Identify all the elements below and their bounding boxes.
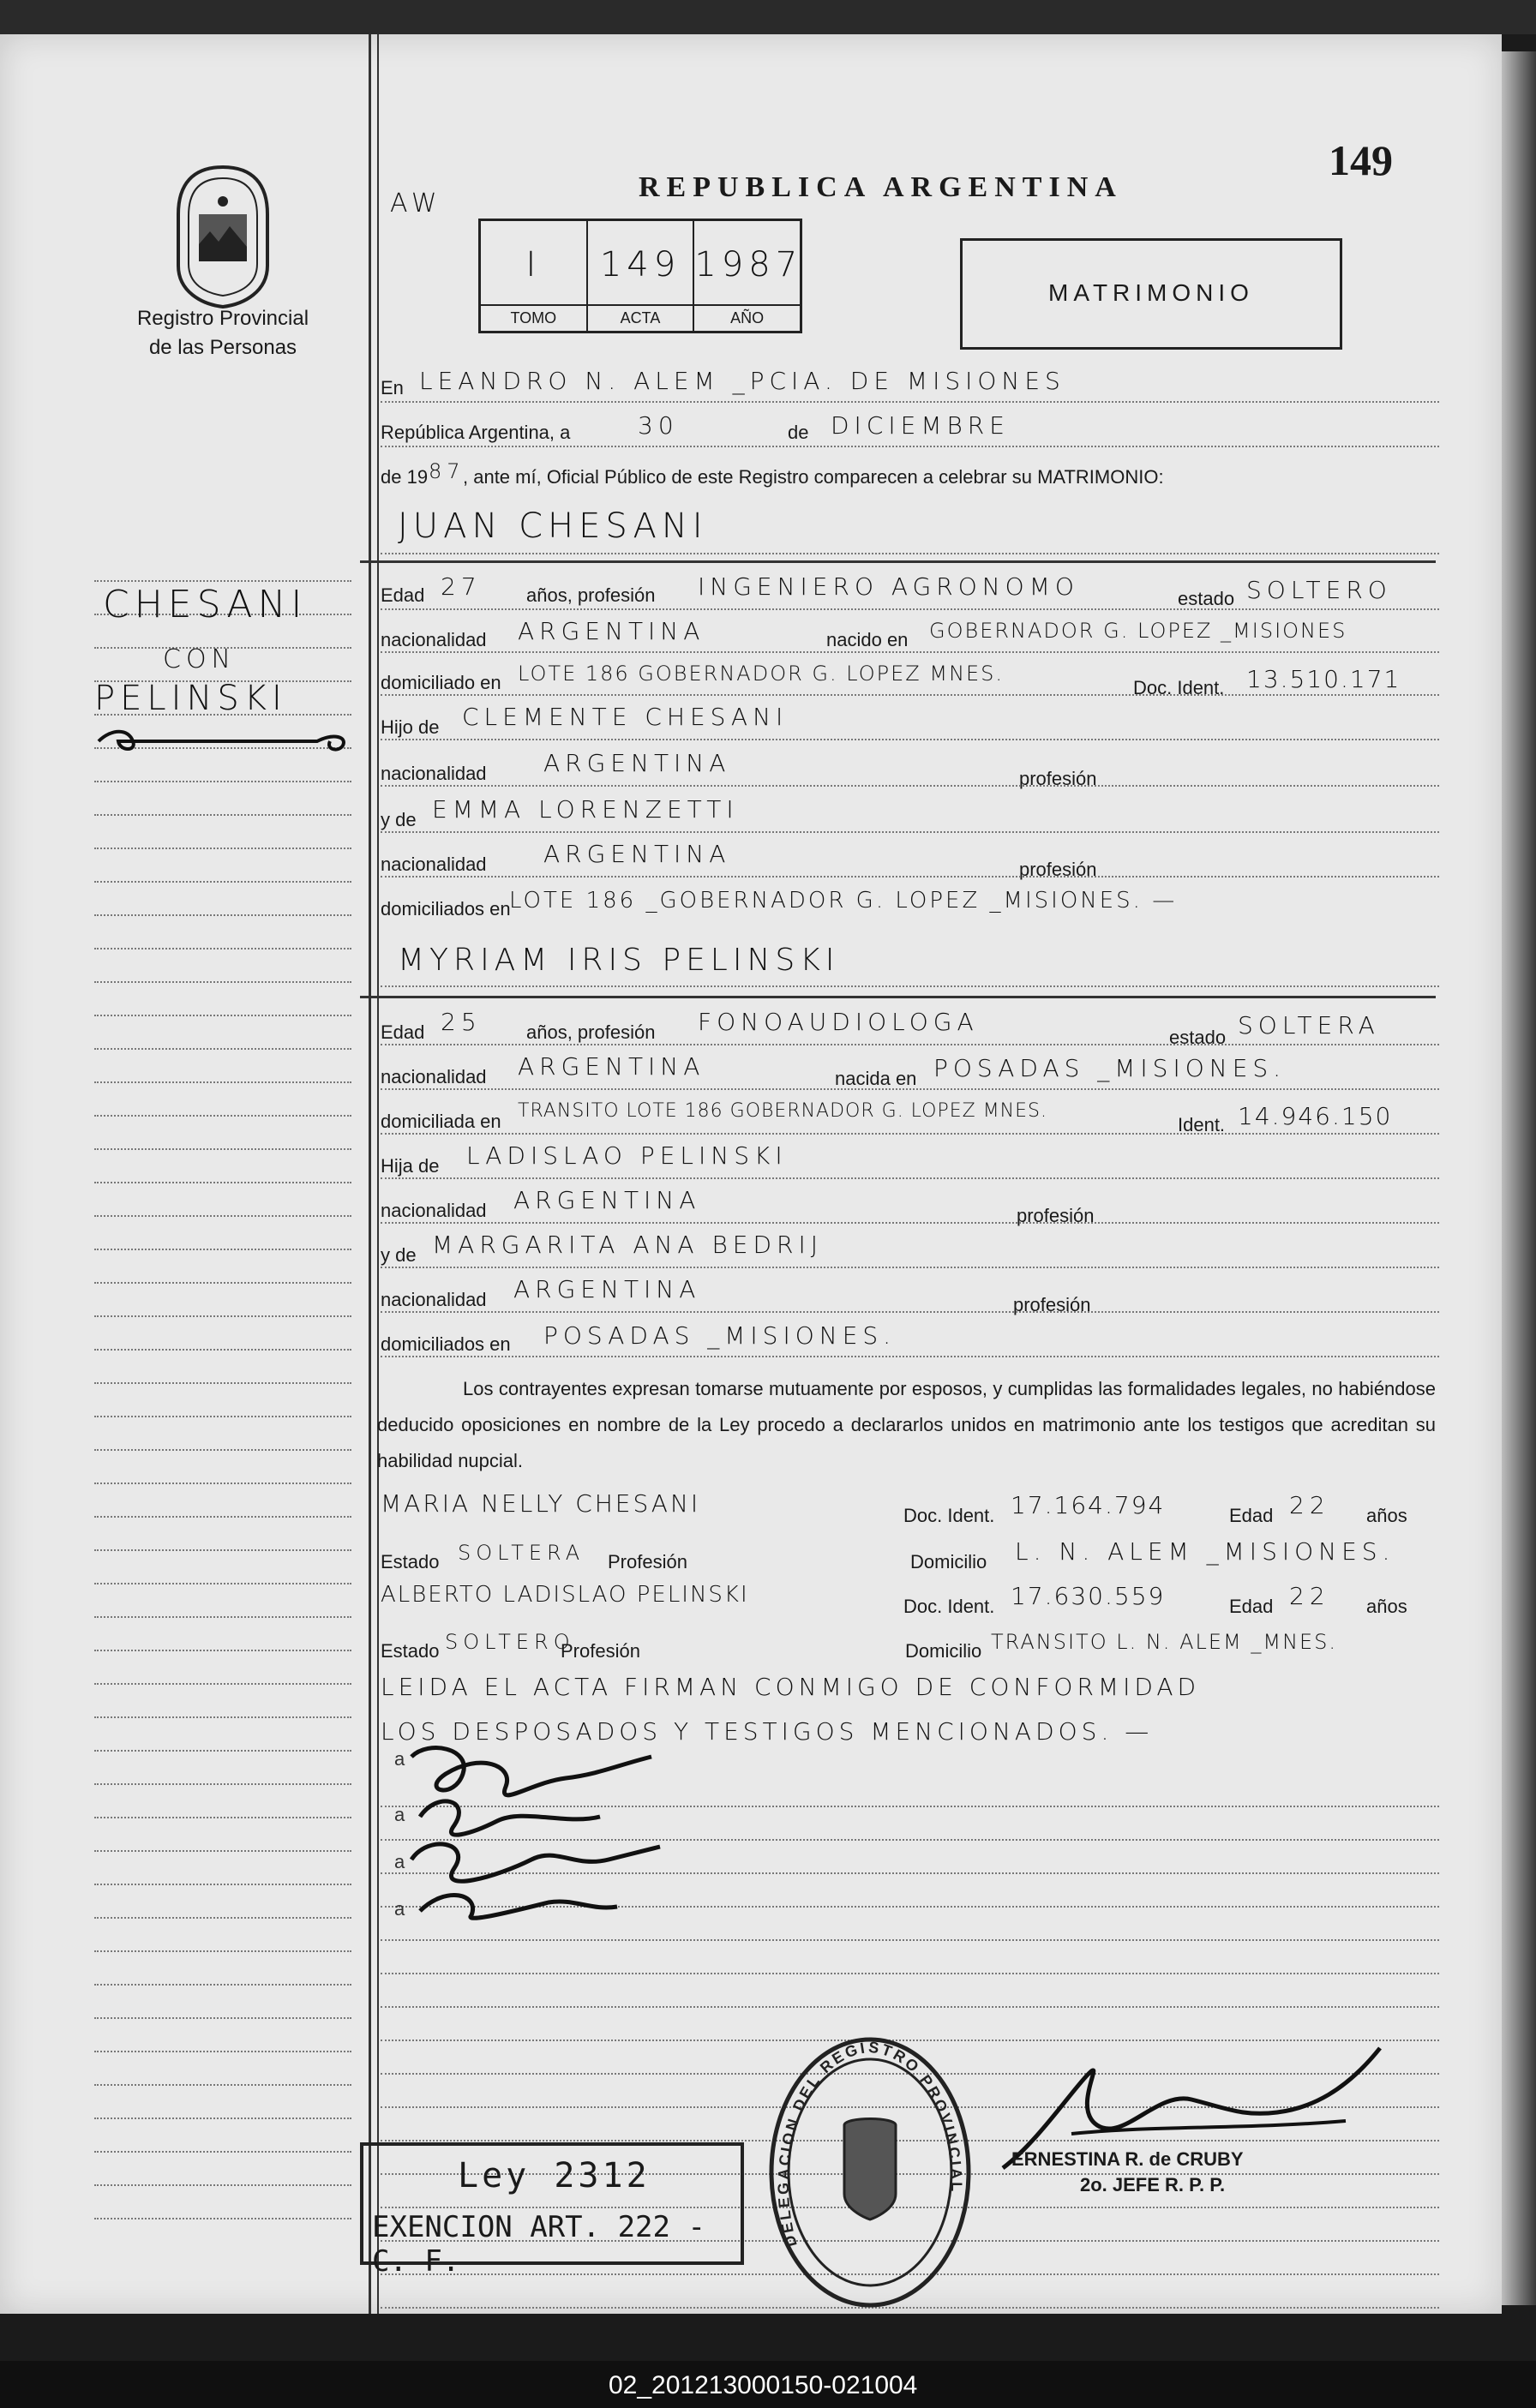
- nacionalidad-label: nacionalidad: [381, 1289, 487, 1310]
- svg-text:a: a: [394, 1898, 405, 1920]
- anos-label: años: [1366, 1596, 1407, 1617]
- domiciliado-label: domiciliado en: [381, 672, 501, 693]
- domicilio-label: Domicilio: [910, 1551, 987, 1572]
- comparecen-text: , ante mí, Oficial Público de este Registro comparecen a celebrar su MATRIMONIO:: [463, 466, 1164, 488]
- estado-label: Estado: [381, 1551, 440, 1572]
- bride-parents-dom-row: [381, 1313, 1439, 1357]
- doc-label: Doc. Ident.: [1133, 677, 1225, 698]
- signatures-image: [394, 1740, 686, 1928]
- svg-text:a: a: [394, 1851, 405, 1872]
- oval-seal-text: DELEGACION DEL REGISTRO PROVINCIAL: [774, 2038, 966, 2249]
- registry-label-line2: de las Personas: [148, 336, 297, 359]
- hija-label: Hija de: [381, 1155, 440, 1177]
- edad-label: Edad: [381, 1021, 425, 1043]
- groom-estado: SOLTERO: [1246, 576, 1392, 604]
- ano-cell: [694, 221, 803, 331]
- svg-text:a: a: [394, 1804, 405, 1825]
- groom-parents-dom: LOTE 186 _GOBERNADOR G. LOPEZ _MISIONES. —: [509, 888, 1178, 913]
- register-page: [0, 34, 1502, 2314]
- estado-label: Estado: [381, 1640, 440, 1662]
- provincial-seal-icon: [171, 163, 274, 308]
- day-value: 30: [638, 411, 679, 440]
- bride-father-row: [381, 1135, 1439, 1179]
- edad-label: Edad: [381, 584, 425, 606]
- domicilio-label: Domicilio: [905, 1640, 982, 1662]
- record-type-box: [960, 238, 1342, 350]
- closing-row-1: [381, 1664, 1439, 1709]
- de-label: de: [788, 422, 809, 443]
- witness1-estado-row: [381, 1529, 1439, 1573]
- bride-mother: MARGARITA ANA BEDRIJ: [432, 1231, 824, 1259]
- witness2-edad: 22: [1289, 1582, 1330, 1610]
- groom-father-nac-row: [381, 742, 1439, 787]
- tomo-value: I: [525, 245, 542, 285]
- groom-edad: 27: [441, 572, 482, 601]
- tomo-acta-ano-box: [478, 219, 802, 333]
- profesion-label: profesión: [1013, 1294, 1091, 1315]
- bride-parents-dom: POSADAS _MISIONES.: [543, 1321, 897, 1350]
- witness1-domicilio: L. N. ALEM _MISIONES.: [1015, 1537, 1395, 1566]
- registry-label: [103, 304, 343, 362]
- ano-value: 1987: [694, 245, 803, 285]
- scan-top-edge: [0, 0, 1536, 34]
- margin-surname-bride: PELINSKI: [94, 679, 287, 718]
- official-name-block: [1011, 2147, 1244, 2198]
- witness2-domicilio: TRANSITO L. N. ALEM _MNES.: [991, 1630, 1338, 1654]
- bride-mother-nac: ARGENTINA: [513, 1275, 701, 1303]
- date-row: [381, 404, 1439, 447]
- aw-note: AW: [390, 189, 442, 219]
- estado-label: estado: [1178, 588, 1235, 609]
- groom-mother: EMMA LORENZETTI: [432, 795, 739, 824]
- domiciliados-label: domiciliados en: [381, 898, 511, 919]
- profesion-label: profesión: [1019, 768, 1097, 789]
- nacida-label: nacida en: [835, 1068, 917, 1089]
- bride-father-nac-row: [381, 1179, 1439, 1224]
- page-number: 149: [1329, 136, 1393, 184]
- witness2-doc: 17.630.559: [1011, 1582, 1166, 1610]
- groom-nacionalidad: ARGENTINA: [518, 617, 705, 645]
- bride-dom-row: [381, 1090, 1439, 1135]
- groom-name-row: [381, 501, 1439, 554]
- witness2-estado: SOLTERO: [445, 1630, 575, 1654]
- ano-label: AÑO: [694, 304, 800, 331]
- witness1-row: [381, 1483, 1439, 1527]
- domiciliada-label: domiciliada en: [381, 1111, 501, 1132]
- record-type-label: MATRIMONIO: [1048, 279, 1254, 306]
- declaration-paragraph: Los contrayentes expresan tomarse mutuamente por esposos, y cumplidas las formalidades legales, no habiéndose deducido oposiciones en nombre de la Ley procedo a declararlos unidos en matrimonio ante los testigos que acreditan su habilidad nupcial.: [377, 1378, 1436, 1471]
- official-name: ERNESTINA R. de CRUBY: [1011, 2148, 1244, 2170]
- groom-father: CLEMENTE CHESANI: [462, 703, 789, 731]
- anos-label: años: [1366, 1505, 1407, 1526]
- witness2-row: [381, 1573, 1439, 1618]
- yde-label: y de: [381, 1244, 417, 1266]
- groom-father-row: [381, 696, 1439, 740]
- anos-profesion-label: años, profesión: [526, 1021, 656, 1043]
- tomo-label: TOMO: [481, 304, 586, 331]
- nacionalidad-label: nacionalidad: [381, 1066, 487, 1087]
- groom-mother-row: [381, 788, 1439, 833]
- bride-father: LADISLAO PELINSKI: [466, 1141, 788, 1170]
- ley-stamp-line1: Ley 2312: [458, 2156, 651, 2195]
- margin-con: CON: [163, 644, 237, 674]
- bride-nac-row: [381, 1045, 1439, 1090]
- margin-ruled-lines: [94, 548, 351, 2219]
- nacionalidad-label: nacionalidad: [381, 854, 487, 875]
- groom-mother-nac-row: [381, 833, 1439, 878]
- registry-label-line1: Registro Provincial: [136, 307, 309, 330]
- main-column-rule: [377, 34, 379, 2314]
- place-row: [381, 360, 1439, 403]
- de19-label: de 19: [381, 466, 429, 488]
- bride-profesion: FONOAUDIOLOGA: [698, 1008, 979, 1036]
- republica-label: República Argentina, a: [381, 422, 571, 443]
- bride-domicilio: TRANSITO LOTE 186 GOBERNADOR G. LOPEZ MNES.: [518, 1100, 1047, 1122]
- margin-surname-groom: CHESANI: [103, 583, 308, 626]
- profesion-label: profesión: [1017, 1205, 1095, 1226]
- groom-edad-row: [381, 566, 1439, 610]
- bride-mother-row: [381, 1224, 1439, 1268]
- groom-parents-dom-row: [381, 878, 1439, 922]
- doc-label: Doc. Ident.: [903, 1505, 995, 1526]
- hijo-label: Hijo de: [381, 716, 440, 738]
- tomo-cell: [481, 221, 588, 331]
- country-heading: REPUBLICA ARGENTINA: [639, 171, 1123, 203]
- groom-mother-nac: ARGENTINA: [543, 840, 731, 868]
- doc-label: Doc. Ident.: [903, 1596, 995, 1617]
- edad-label: Edad: [1229, 1505, 1274, 1526]
- closing-line-1: LEIDA EL ACTA FIRMAN CONMIGO DE CONFORMIDAD: [381, 1673, 1201, 1701]
- bride-nacida: POSADAS _MISIONES.: [933, 1054, 1287, 1082]
- domiciliados-label: domiciliados en: [381, 1333, 511, 1355]
- delegation-oval-seal: [763, 2031, 977, 2314]
- bride-edad: 25: [441, 1008, 482, 1036]
- profesion-label: Profesión: [561, 1640, 640, 1662]
- place-value: LEANDRO N. ALEM _PCIA. DE MISIONES: [419, 367, 1065, 395]
- bride-mother-nac-row: [381, 1268, 1439, 1313]
- edad-label: Edad: [1229, 1596, 1274, 1617]
- witness1-doc: 17.164.794: [1011, 1491, 1166, 1519]
- groom-father-nac: ARGENTINA: [543, 749, 731, 777]
- bride-separator: [360, 996, 1436, 998]
- witness1-name: MARIA NELLY CHESANI: [381, 1489, 701, 1518]
- acta-cell: [588, 221, 695, 331]
- witness1-estado: SOLTERA: [458, 1541, 585, 1565]
- month-value: DICIEMBRE: [831, 411, 1010, 440]
- groom-name: JUAN CHESANI: [398, 506, 708, 546]
- bride-father-nac: ARGENTINA: [513, 1186, 701, 1214]
- groom-profesion: INGENIERO AGRONOMO: [698, 572, 1079, 601]
- ley-exemption-stamp: [360, 2142, 744, 2279]
- groom-domicilio: LOTE 186 GOBERNADOR G. LOPEZ MNES.: [518, 662, 1005, 686]
- acta-value: 149: [599, 245, 681, 285]
- yde-label: y de: [381, 809, 417, 830]
- acta-label: ACTA: [588, 304, 693, 331]
- profesion-label: Profesión: [608, 1551, 687, 1572]
- bride-estado: SOLTERA: [1238, 1011, 1380, 1039]
- bride-name-row: [381, 934, 1439, 987]
- svg-text:a: a: [394, 1748, 405, 1770]
- profesion-label: profesión: [1019, 859, 1097, 880]
- nacido-label: nacido en: [826, 629, 909, 650]
- en-label: En: [381, 377, 404, 398]
- groom-dom-row: [381, 653, 1439, 696]
- year-suffix-value: 87: [429, 459, 465, 483]
- nacionalidad-label: nacionalidad: [381, 763, 487, 784]
- book-spine-edge: [1502, 51, 1536, 2305]
- bride-doc: 14.946.150: [1238, 1102, 1393, 1130]
- doc-label: Ident.: [1178, 1114, 1226, 1135]
- anos-profesion-label: años, profesión: [526, 584, 656, 606]
- bride-name: MYRIAM IRIS PELINSKI: [398, 943, 840, 978]
- witness1-edad: 22: [1289, 1491, 1330, 1519]
- ley-stamp-line2: EXENCION ART. 222 - C. F.: [372, 2210, 705, 2279]
- groom-nacido: GOBERNADOR G. LOPEZ _MISIONES: [929, 619, 1347, 643]
- groom-separator: [360, 560, 1436, 563]
- witness2-name: ALBERTO LADISLAO PELINSKI: [381, 1582, 749, 1608]
- bride-edad-row: [381, 1001, 1439, 1048]
- scan-footer: [0, 2361, 1536, 2408]
- estado-label: estado: [1169, 1027, 1227, 1048]
- flourish-icon: [94, 724, 351, 754]
- groom-doc: 13.510.171: [1246, 665, 1401, 693]
- comparecen-row: [381, 449, 1439, 492]
- official-title: 2o. JEFE R. P. P.: [1080, 2174, 1226, 2195]
- nacionalidad-label: nacionalidad: [381, 629, 487, 650]
- scan-id: 02_201213000150-021004: [609, 2371, 918, 2399]
- groom-nac-row: [381, 610, 1439, 653]
- witness2-estado-row: [381, 1618, 1439, 1662]
- bride-nacionalidad: ARGENTINA: [518, 1052, 705, 1081]
- nacionalidad-label: nacionalidad: [381, 1200, 487, 1221]
- closing-line-2: LOS DESPOSADOS Y TESTIGOS MENCIONADOS. —: [381, 1717, 1154, 1746]
